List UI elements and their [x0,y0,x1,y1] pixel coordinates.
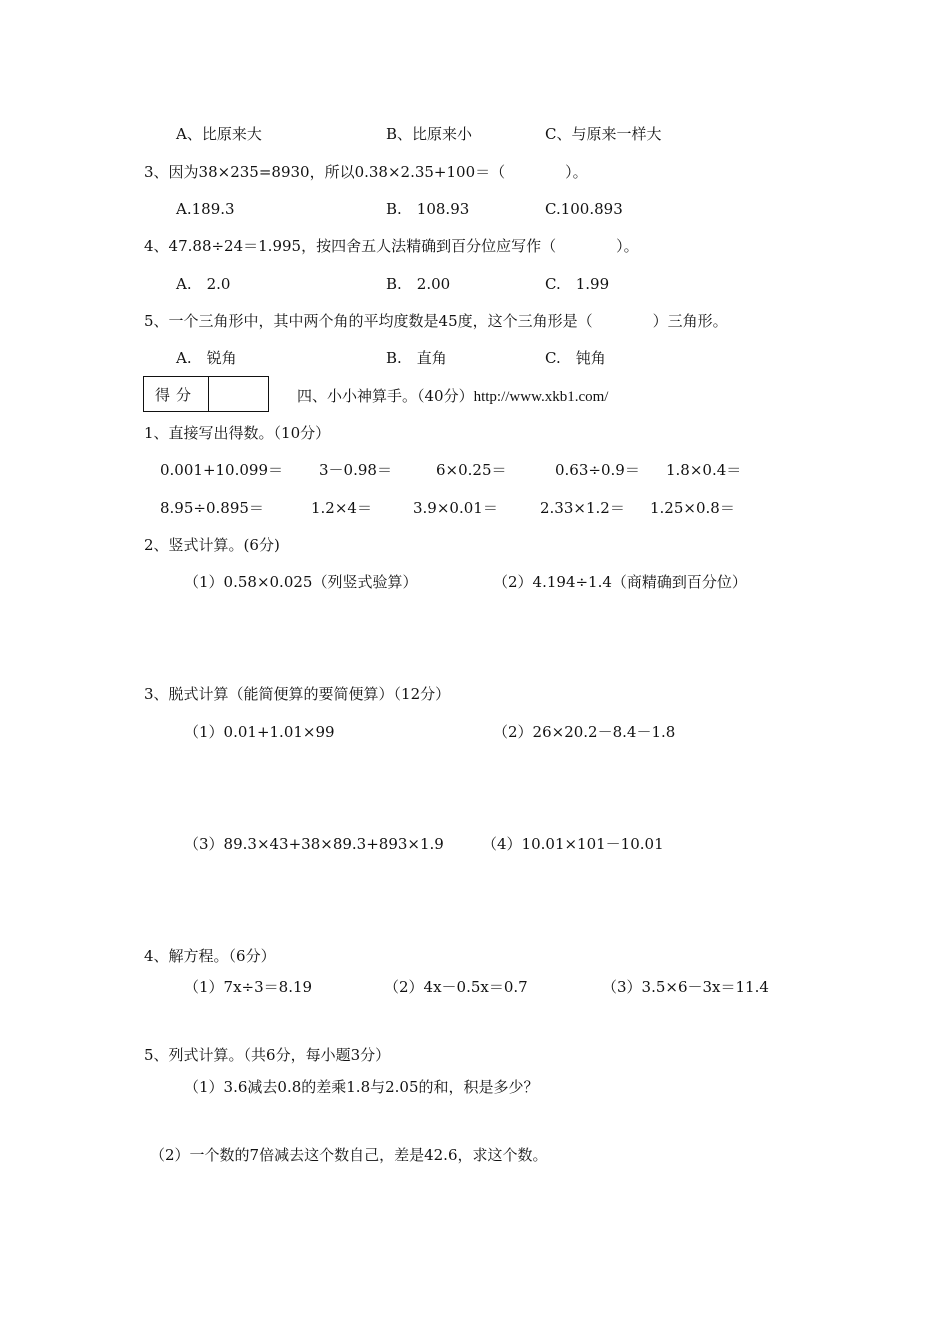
q5-question: 5、一个三角形中，其中两个角的平均度数是45度，这个三角形是（ ）三角形。 [144,312,728,330]
part1-row2-item2: 1.2×4＝ [311,499,372,517]
part1-row1-item3: 6×0.25＝ [436,461,507,479]
part4-item2: （2）4x－0.5x＝0.7 [384,978,528,996]
part1-row1-item1: 0.001+10.099＝ [160,461,283,479]
part3-title: 3、脱式计算（能简便算的要简便算）（12分） [144,685,451,703]
q4-option-b: B. 2.00 [386,275,451,293]
part1-row1-item2: 3－0.98＝ [319,461,392,479]
q3-option-a: A.189.3 [176,200,235,218]
part1-title: 1、直接写出得数。（10分） [144,424,331,442]
part3-item4: （4）10.01×101－10.01 [482,835,664,853]
section-4-url: http://www.xkb1.com/ [473,389,609,405]
q2-option-b: B、比原来小 [386,125,473,143]
q4-option-a: A. 2.0 [176,275,231,293]
part1-row2-item5: 1.25×0.8＝ [650,499,735,517]
part1-row1-item5: 1.8×0.4＝ [666,461,742,479]
section-4-heading: 四、小小神算手。（40分） [297,387,474,405]
q3-option-b: B. 108.93 [386,200,470,218]
q3-question: 3、因为38×235=8930，所以0.38×2.35+100＝（ ）。 [144,163,588,181]
part4-title: 4、解方程。（6分） [144,947,276,965]
part1-row2-item1: 8.95÷0.895＝ [160,499,264,517]
score-label: 得分 [144,377,209,411]
part2-title: 2、竖式计算。(6分) [144,536,280,554]
score-box [143,376,269,412]
q3-option-c: C.100.893 [545,200,623,218]
q2-option-c: C、与原来一样大 [545,125,662,143]
score-field [209,377,268,411]
section-4-title [297,386,608,407]
part1-row2-item4: 2.33×1.2＝ [540,499,625,517]
q4-option-c: C. 1.99 [545,275,610,293]
q2-option-a: A、比原来大 [176,125,262,143]
q5-option-b: B. 直角 [386,349,447,367]
q5-option-a: A. 锐角 [176,349,237,367]
q4-question: 4、47.88÷24＝1.995，按四舍五人法精确到百分位应写作（ ）。 [144,237,639,255]
part2-item2: （2）4.194÷1.4（商精确到百分位） [493,573,747,591]
part4-item3: （3）3.5×6－3x＝11.4 [602,978,769,996]
part4-item1: （1）7x÷3＝8.19 [184,978,313,996]
part5-item2: （2）一个数的7倍减去这个数自己，差是42.6，求这个数。 [150,1146,548,1164]
part3-item2: （2）26×20.2－8.4－1.8 [493,723,676,741]
part1-row2-item3: 3.9×0.01＝ [413,499,498,517]
part3-item1: （1）0.01+1.01×99 [184,723,335,741]
part5-item1: （1）3.6减去0.8的差乘1.8与2.05的和，积是多少？ [184,1078,539,1096]
part3-item3: （3）89.3×43+38×89.3+893×1.9 [184,835,444,853]
q5-option-c: C. 钝角 [545,349,606,367]
part1-row1-item4: 0.63÷0.9＝ [555,461,640,479]
part5-title: 5、列式计算。（共6分，每小题3分） [144,1046,391,1064]
part2-item1: （1）0.58×0.025（列竖式验算） [184,573,418,591]
